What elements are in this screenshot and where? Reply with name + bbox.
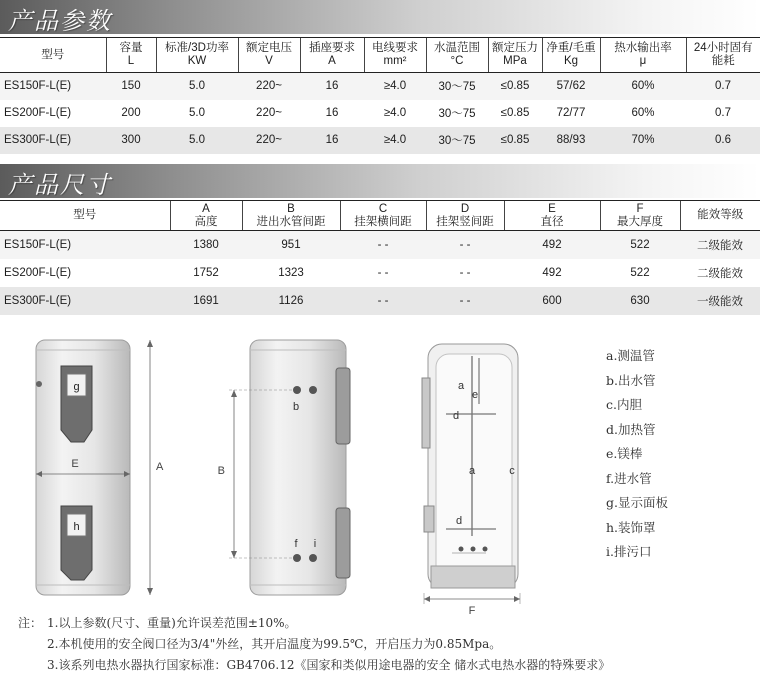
note-text: 2.本机使用的安全阀口径为3/4"外丝，其开启温度为99.5℃，开启压力为0.85Mpa。 [47, 637, 502, 651]
table-cell: 0.7 [686, 73, 760, 100]
legend-item-c: c.内胆 [606, 397, 642, 412]
table-cell: 70% [600, 127, 686, 154]
side-view [218, 340, 350, 595]
table-cell: 200 [106, 100, 156, 127]
table-row [0, 259, 760, 287]
table-cell: 1126 [242, 287, 340, 315]
label-d-bottom: d [455, 515, 463, 527]
column-header: E 直径 [504, 201, 600, 231]
dims-table [0, 200, 760, 315]
table-cell: ≥4.0 [364, 73, 426, 100]
table-cell: 0.6 [686, 127, 760, 154]
note-text: 3.该系列电热水器执行国家标准：GB4706.12《国家和类似用途电器的安全 储水式电热水器的特殊要求》 [47, 658, 611, 672]
table-cell: - - [340, 231, 426, 259]
notes [18, 614, 760, 677]
column-header: D 挂架竖间距 [426, 201, 504, 231]
legend-item-e: e.镁棒 [606, 446, 643, 461]
table-cell: 57/62 [542, 73, 600, 100]
params-header-row [0, 38, 760, 73]
params-section-header [0, 0, 760, 34]
table-cell: 二级能效 [680, 231, 760, 259]
label-a-mid: a [468, 465, 476, 477]
table-cell: 1380 [170, 231, 242, 259]
table-cell: ≤0.85 [488, 100, 542, 127]
note-line-1 [18, 614, 760, 635]
note-line-2 [18, 635, 760, 656]
table-cell: 492 [504, 231, 600, 259]
column-header: B 进出水管间距 [242, 201, 340, 231]
label-B: B [217, 465, 225, 477]
model-cell: ES200F-L(E) [0, 100, 106, 127]
table-cell: 60% [600, 73, 686, 100]
table-cell: 16 [300, 127, 364, 154]
table-cell: - - [426, 259, 504, 287]
table-cell: - - [340, 259, 426, 287]
legend-item-i: i.排污口 [606, 544, 652, 559]
table-cell: ≥4.0 [364, 100, 426, 127]
table-cell: 5.0 [156, 73, 238, 100]
front-view [36, 340, 164, 595]
table-cell: 二级能效 [680, 259, 760, 287]
column-header: 型号 [0, 38, 106, 73]
table-row [0, 73, 760, 100]
table-cell: 1691 [170, 287, 242, 315]
table-row [0, 127, 760, 154]
column-header: 热水输出率 μ [600, 38, 686, 73]
model-cell: ES300F-L(E) [0, 287, 170, 315]
column-header: 型号 [0, 201, 170, 231]
model-cell: ES300F-L(E) [0, 127, 106, 154]
label-c: c [509, 465, 515, 477]
label-g: g [73, 381, 80, 393]
column-header: 容量 L [106, 38, 156, 73]
parts-legend [606, 346, 756, 567]
label-f: f [294, 538, 298, 550]
table-cell: 220~ [238, 127, 300, 154]
table-cell: 1323 [242, 259, 340, 287]
dims-section-header [0, 164, 760, 198]
table-row [0, 100, 760, 127]
table-cell: 5.0 [156, 100, 238, 127]
legend-item-d: d.加热管 [606, 421, 656, 437]
table-cell: 16 [300, 73, 364, 100]
table-cell: - - [426, 287, 504, 315]
legend-item-h: h.装饰罩 [606, 519, 656, 535]
table-cell: 72/77 [542, 100, 600, 127]
note-line-3 [18, 656, 760, 677]
column-header: F 最大厚度 [600, 201, 680, 231]
label-E: E [71, 458, 79, 470]
table-cell: 88/93 [542, 127, 600, 154]
table-cell: 30～75 [426, 73, 488, 100]
table-cell: 5.0 [156, 127, 238, 154]
label-A: A [156, 461, 164, 473]
legend-item-f: f.进水管 [606, 470, 652, 486]
label-F: F [468, 605, 476, 617]
table-cell: 951 [242, 231, 340, 259]
table-cell: 1752 [170, 259, 242, 287]
table-row [0, 231, 760, 259]
notes-prefix: 注： [18, 616, 43, 630]
dims-section-title: 产品尺寸 [8, 171, 112, 199]
column-header: 插座要求 A [300, 38, 364, 73]
column-header: 额定压力 MPa [488, 38, 542, 73]
params-table [0, 37, 760, 154]
label-b: b [292, 401, 300, 413]
table-cell: 522 [600, 259, 680, 287]
column-header: A 高度 [170, 201, 242, 231]
label-h: h [73, 521, 80, 533]
model-cell: ES150F-L(E) [0, 73, 106, 100]
table-cell: ≤0.85 [488, 73, 542, 100]
column-header: 24小时固有 能耗 [686, 38, 760, 73]
column-header: 水温范围 °C [426, 38, 488, 73]
label-e: e [471, 389, 479, 401]
table-cell: 600 [504, 287, 600, 315]
model-cell: ES200F-L(E) [0, 259, 170, 287]
table-cell: 30～75 [426, 127, 488, 154]
model-cell: ES150F-L(E) [0, 231, 170, 259]
table-cell: ≥4.0 [364, 127, 426, 154]
table-cell: 150 [106, 73, 156, 100]
table-cell: 220~ [238, 73, 300, 100]
legend-item-b: b.出水管 [606, 372, 656, 388]
table-cell: 522 [600, 231, 680, 259]
column-header: C 挂架横间距 [340, 201, 426, 231]
table-cell: ≤0.85 [488, 127, 542, 154]
column-header: 额定电压 V [238, 38, 300, 73]
params-section-title: 产品参数 [8, 7, 112, 35]
label-i: i [313, 538, 317, 550]
column-header: 标准/3D功率 KW [156, 38, 238, 73]
table-row [0, 287, 760, 315]
table-cell: 0.7 [686, 100, 760, 127]
table-cell: 220~ [238, 100, 300, 127]
label-d-top: d [452, 410, 460, 422]
table-cell: 一级能效 [680, 287, 760, 315]
table-cell: 16 [300, 100, 364, 127]
table-cell: - - [426, 231, 504, 259]
table-cell: 30～75 [426, 100, 488, 127]
cutaway-view [422, 344, 520, 617]
column-header: 电线要求 mm² [364, 38, 426, 73]
legend-item-a: a.测温管 [606, 348, 655, 363]
table-cell: - - [340, 287, 426, 315]
table-cell: 492 [504, 259, 600, 287]
note-text: 1.以上参数(尺寸、重量)允许误差范围±10%。 [47, 616, 297, 630]
dims-header-row [0, 201, 760, 231]
label-a-top: a [457, 380, 465, 392]
legend-item-g: g.显示面板 [606, 495, 668, 510]
column-header: 净重/毛重 Kg [542, 38, 600, 73]
column-header: 能效等级 [680, 201, 760, 231]
table-cell: 300 [106, 127, 156, 154]
table-cell: 630 [600, 287, 680, 315]
table-cell: 60% [600, 100, 686, 127]
